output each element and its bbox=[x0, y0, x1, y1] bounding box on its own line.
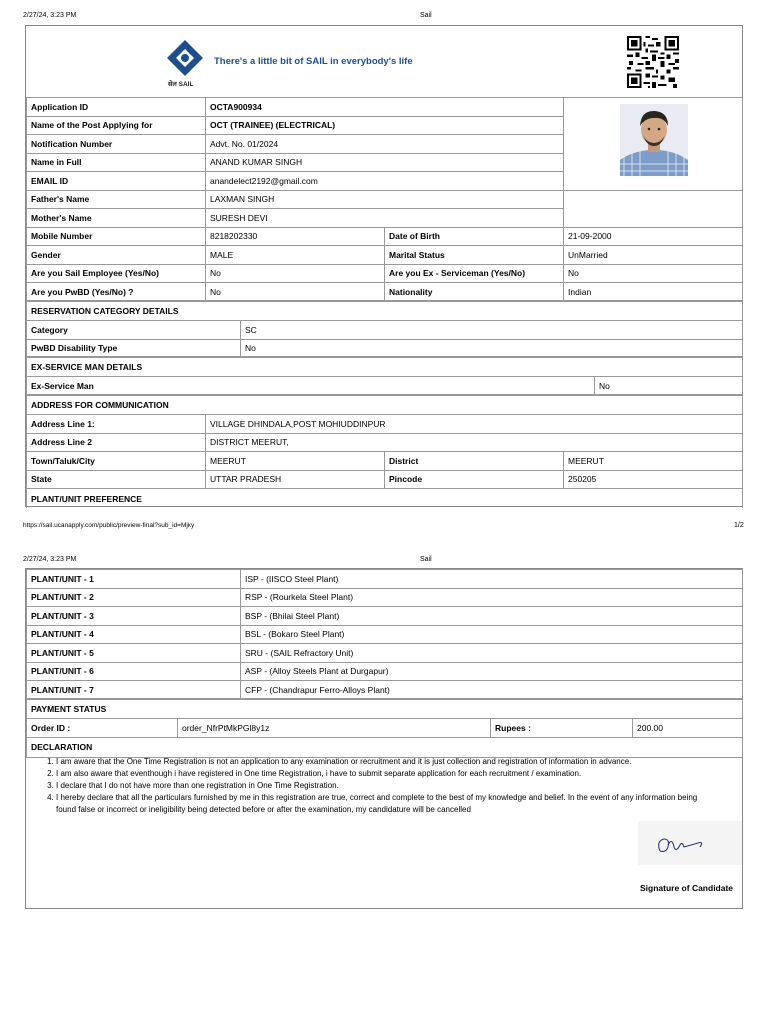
gender-value: MALE bbox=[206, 246, 385, 265]
qr-code-icon bbox=[627, 36, 679, 88]
ex-serviceman-question-value: No bbox=[564, 264, 743, 283]
plant-preference-table bbox=[26, 569, 743, 700]
town-label: Town/Taluk/City bbox=[27, 452, 206, 471]
payment-table bbox=[26, 698, 743, 758]
post-value: OCT (TRAINEE) (ELECTRICAL) bbox=[206, 116, 564, 135]
sail-employee-value: No bbox=[206, 264, 385, 283]
registration-form-page2 bbox=[25, 568, 743, 909]
plant-label: PLANT/UNIT - 5 bbox=[27, 644, 241, 663]
marital-value: UnMarried bbox=[564, 246, 743, 265]
order-id-value: order_NfrPtMkPGl8y1z bbox=[178, 719, 491, 738]
plant-value: BSP - (Bhilai Steel Plant) bbox=[241, 607, 743, 626]
ex-service-table bbox=[26, 356, 743, 396]
father-label: Father's Name bbox=[27, 190, 206, 209]
empty-cell bbox=[564, 190, 743, 227]
plant-label: PLANT/UNIT - 2 bbox=[27, 588, 241, 607]
plant-value: ISP - (IISCO Steel Plant) bbox=[241, 570, 743, 589]
form-header bbox=[26, 26, 742, 98]
plant-label: PLANT/UNIT - 3 bbox=[27, 607, 241, 626]
table-row bbox=[27, 699, 743, 719]
personal-details-table bbox=[26, 97, 743, 302]
declaration-item: 3. I declare that I do not have more than one registration in One Time Registration. bbox=[56, 780, 716, 792]
address-line1-label: Address Line 1: bbox=[27, 415, 206, 434]
table-row bbox=[27, 227, 743, 246]
ex-serviceman-question-label: Are you Ex - Serviceman (Yes/No) bbox=[385, 264, 564, 283]
address-line1-value: VILLAGE DHINDALA,POST MOHIUDDINPUR bbox=[206, 415, 743, 434]
pincode-label: Pincode bbox=[385, 470, 564, 489]
notification-value: Advt. No. 01/2024 bbox=[206, 135, 564, 154]
table-row bbox=[27, 321, 743, 340]
signature-image bbox=[638, 821, 742, 865]
print-url: https://sail.ucanapply.com/public/preview-final?sub_id=Mjky bbox=[23, 522, 195, 529]
print-datetime-page2: 2/27/24, 3:23 PM bbox=[23, 556, 77, 563]
mobile-value: 8218202330 bbox=[206, 227, 385, 246]
category-label: Category bbox=[27, 321, 241, 340]
pwbd-value: No bbox=[206, 283, 385, 302]
table-row bbox=[27, 415, 743, 434]
mother-label: Mother's Name bbox=[27, 209, 206, 228]
plant-value: RSP - (Rourkela Steel Plant) bbox=[241, 588, 743, 607]
dob-label: Date of Birth bbox=[385, 227, 564, 246]
district-value: MEERUT bbox=[564, 452, 743, 471]
pwbd-label: Are you PwBD (Yes/No) ? bbox=[27, 283, 206, 302]
plant-preference-heading: PLANT/UNIT PREFERENCE bbox=[27, 489, 743, 509]
email-value: anandelect2192@gmail.com bbox=[206, 172, 564, 191]
plant-value: SRU - (SAIL Refractory Unit) bbox=[241, 644, 743, 663]
address-line2-value: DISTRICT MEERUT, bbox=[206, 433, 743, 452]
sail-logo-icon bbox=[165, 38, 205, 78]
declaration-item: 2. I am also aware that eventhough i have registered in One time Registration, i have to submit separate application for each recruitment / examination. bbox=[56, 768, 716, 780]
table-row bbox=[27, 588, 743, 607]
payment-heading: PAYMENT STATUS bbox=[27, 699, 743, 719]
table-row bbox=[27, 246, 743, 265]
signature-icon bbox=[638, 821, 742, 865]
mobile-label: Mobile Number bbox=[27, 227, 206, 246]
ex-service-heading: EX-SERVICE MAN DETAILS bbox=[27, 357, 743, 377]
plant-value: ASP - (Alloy Steels Plant at Durgapur) bbox=[241, 662, 743, 681]
photo-cell bbox=[564, 98, 743, 191]
rupees-value: 200.00 bbox=[633, 719, 743, 738]
application-id-label: Application ID bbox=[27, 98, 206, 117]
table-row bbox=[27, 433, 743, 452]
table-row bbox=[27, 470, 743, 489]
sail-logo bbox=[165, 38, 205, 90]
name-value: ANAND KUMAR SINGH bbox=[206, 153, 564, 172]
gender-label: Gender bbox=[27, 246, 206, 265]
table-row bbox=[27, 339, 743, 358]
table-row bbox=[27, 662, 743, 681]
logo-caption: सेल SAIL bbox=[168, 81, 194, 88]
table-row bbox=[27, 570, 743, 589]
email-label: EMAIL ID bbox=[27, 172, 206, 191]
table-row bbox=[27, 264, 743, 283]
pwbd-type-value: No bbox=[241, 339, 743, 358]
registration-form-page1 bbox=[25, 25, 743, 507]
reservation-table bbox=[26, 300, 743, 358]
town-value: MEERUT bbox=[206, 452, 385, 471]
address-line2-label: Address Line 2 bbox=[27, 433, 206, 452]
table-row bbox=[27, 357, 743, 377]
table-row bbox=[27, 377, 743, 396]
rupees-label: Rupees : bbox=[491, 719, 633, 738]
order-id-label: Order ID : bbox=[27, 719, 178, 738]
print-title-page2: Sail bbox=[420, 556, 432, 563]
declaration-list bbox=[26, 756, 716, 816]
sail-employee-label: Are you Sail Employee (Yes/No) bbox=[27, 264, 206, 283]
pwbd-type-label: PwBD Disability Type bbox=[27, 339, 241, 358]
print-page-number: 1/2 bbox=[734, 522, 744, 529]
table-row bbox=[27, 283, 743, 302]
reservation-heading: RESERVATION CATEGORY DETAILS bbox=[27, 301, 743, 321]
table-row bbox=[27, 489, 743, 509]
application-id-value: OCTA900934 bbox=[206, 98, 564, 117]
nationality-label: Nationality bbox=[385, 283, 564, 302]
mother-value: SURESH DEVI bbox=[206, 209, 564, 228]
name-label: Name in Full bbox=[27, 153, 206, 172]
declaration-heading: DECLARATION bbox=[27, 737, 743, 757]
table-row bbox=[27, 301, 743, 321]
print-datetime: 2/27/24, 3:23 PM bbox=[23, 12, 77, 19]
plant-label: PLANT/UNIT - 6 bbox=[27, 662, 241, 681]
table-row bbox=[27, 644, 743, 663]
qr-code bbox=[627, 36, 679, 88]
tagline: There's a little bit of SAIL in everybody's life bbox=[214, 56, 413, 67]
table-row bbox=[27, 607, 743, 626]
ex-service-label: Ex-Service Man bbox=[27, 377, 595, 396]
table-row bbox=[27, 737, 743, 757]
plant-value: BSL - (Bokaro Steel Plant) bbox=[241, 625, 743, 644]
plant-label: PLANT/UNIT - 1 bbox=[27, 570, 241, 589]
nationality-value: Indian bbox=[564, 283, 743, 302]
dob-value: 21-09-2000 bbox=[564, 227, 743, 246]
state-value: UTTAR PRADESH bbox=[206, 470, 385, 489]
print-title: Sail bbox=[420, 12, 432, 19]
table-row bbox=[27, 719, 743, 738]
plant-value: CFP - (Chandrapur Ferro-Alloys Plant) bbox=[241, 681, 743, 700]
post-label: Name of the Post Applying for bbox=[27, 116, 206, 135]
notification-label: Notification Number bbox=[27, 135, 206, 154]
plant-label: PLANT/UNIT - 4 bbox=[27, 625, 241, 644]
pincode-value: 250205 bbox=[564, 470, 743, 489]
marital-label: Marital Status bbox=[385, 246, 564, 265]
address-table bbox=[26, 394, 743, 508]
table-row bbox=[27, 190, 743, 209]
district-label: District bbox=[385, 452, 564, 471]
declaration-item: 1. I am aware that the One Time Registration is not an application to any examination or recruitment and it is just collection and registration of information in advance. bbox=[56, 756, 716, 768]
table-row bbox=[27, 625, 743, 644]
plant-label: PLANT/UNIT - 7 bbox=[27, 681, 241, 700]
declaration-item: 4. I hereby declare that all the particulars furnished by me in this registration are true, correct and complete to the best of my knowledge and belief. In the event of any information being found false or incorrect or ineligibility being detected before or after the examination, my candidature will be cancelled bbox=[56, 792, 716, 816]
table-row bbox=[27, 395, 743, 415]
father-value: LAXMAN SINGH bbox=[206, 190, 564, 209]
table-row bbox=[27, 98, 743, 117]
ex-service-value: No bbox=[595, 377, 743, 396]
table-row bbox=[27, 681, 743, 700]
table-row bbox=[27, 452, 743, 471]
signature-label: Signature of Candidate bbox=[640, 883, 734, 893]
category-value: SC bbox=[241, 321, 743, 340]
address-heading: ADDRESS FOR COMMUNICATION bbox=[27, 395, 743, 415]
state-label: State bbox=[27, 470, 206, 489]
